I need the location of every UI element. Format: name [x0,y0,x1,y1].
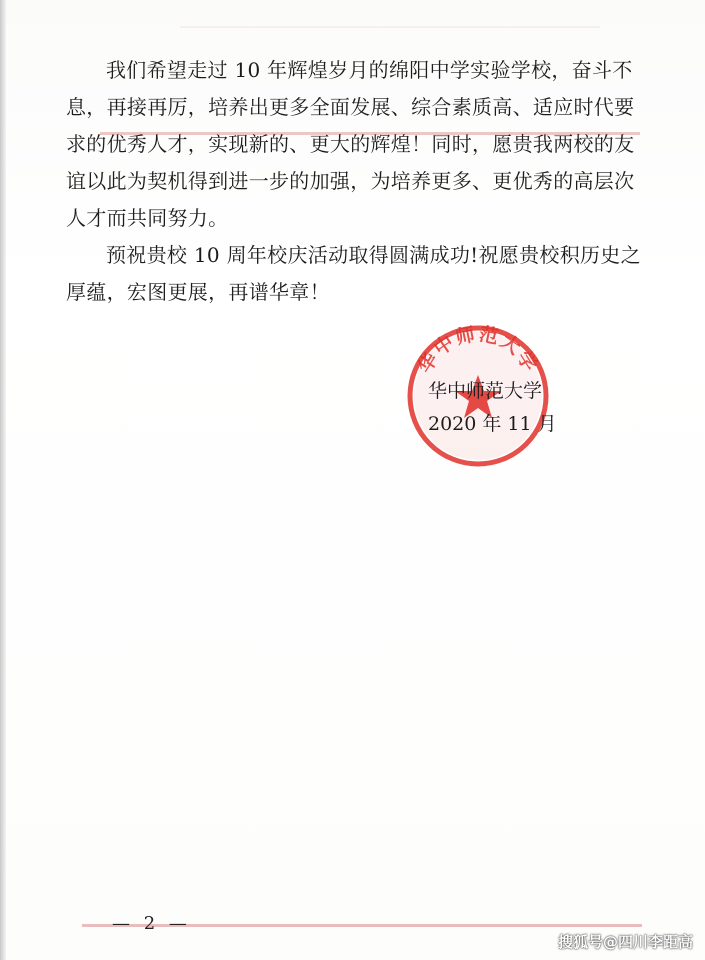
page-number: — 2 — [112,913,191,934]
paragraph-1-line-4: 谊以此为契机得到进一步的加强，为培养更多、更优秀的高层次 [66,169,635,193]
paragraph-1-line-1: 我们希望走过 10 年辉煌岁月的绵阳中学实验学校，奋斗不 [106,58,633,82]
paragraph-2-line-1: 预祝贵校 10 周年校庆活动取得圆满成功!祝愿贵校积历史之 [106,243,641,267]
watermark-text: 搜狐号@四川李距高 [557,933,693,951]
letter-body [66,52,646,311]
paragraph-1-line-2: 息，再接再厉，培养出更多全面发展、综合素质高、适应时代要 [66,95,635,119]
page-edge-shadow [0,0,6,960]
paragraph-1-line-3: 求的优秀人才，实现新的、更大的辉煌！同时，愿贵我两校的友 [66,132,635,156]
signing-organization: 华中师范大学 [428,380,543,402]
paragraph-2-line-2: 厚蕴，宏图更展，再谱华章！ [66,280,330,304]
paragraph-1-line-5: 人才而共同努力。 [66,206,229,230]
seal-text: 华中师范大学 [413,323,543,377]
signing-date: 2020 年 11 月 [428,413,557,435]
signature-block [428,375,557,441]
bleed-through-mark [180,4,600,28]
